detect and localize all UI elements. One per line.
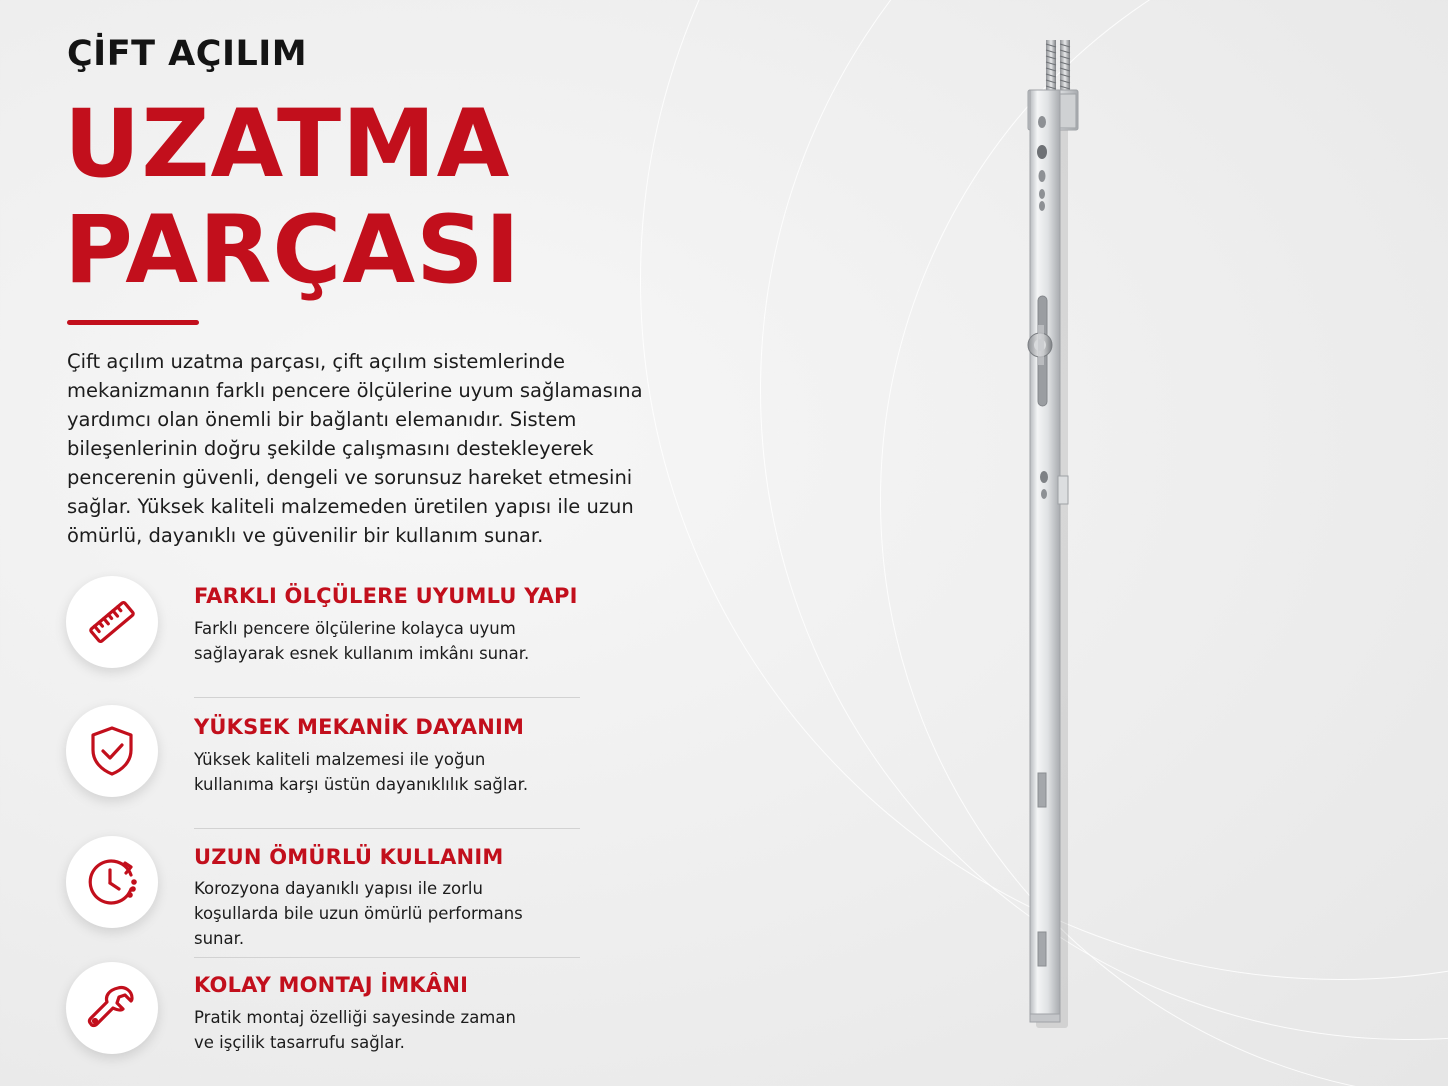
feature-title: KOLAY MONTAJ İMKÂNI [194,973,469,997]
feature-divider [194,828,580,829]
feature-divider [194,697,580,698]
feature-text: Korozyona dayanıklı yapısı ile zorlu koşullarda bile uzun ömürlü performans sunar. [194,879,523,948]
feature-divider [194,957,580,958]
ruler-icon [66,576,158,668]
clock-icon [66,836,158,928]
page-title [64,92,521,304]
extension-piece-image [1000,30,1120,1030]
feature-title: FARKLI ÖLÇÜLERE UYUMLU YAPI [194,584,578,608]
wrench-icon [66,962,158,1054]
title-underline [67,320,199,325]
feature-title: YÜKSEK MEKANİK DAYANIM [194,715,525,739]
feature-text: Pratik montaj özelliği sayesinde zaman ve işçilik tasarrufu sağlar. [194,1008,516,1052]
page-title-line-2: PARÇASI [64,196,521,305]
feature-text: Yüksek kaliteli malzemesi ile yoğun kullanıma karşı üstün dayanıklılık sağlar. [194,750,529,794]
background-arc [880,0,1448,1086]
page-subtitle: ÇİFT AÇILIM [67,34,308,74]
feature-text: Farklı pencere ölçülerine kolayca uyum sağlayarak esnek kullanım imkânı sunar. [194,619,530,663]
product-description: Çift açılım uzatma parçası, çift açılım sistemlerinde mekanizmanın farklı pencere ölçülerine uyum sağlamasına yardımcı olan önemli bir bağlantı elemanıdır. Sistem bileşenlerinin doğru şekilde çalışmasını destekleyerek pencerenin güvenli, dengeli ve sorunsuz hareket etmesini sağlar. Yüksek kaliteli malzemeden üretilen yapısı ile uzun ömürlü, dayanıklı ve güvenilir bir kullanım sunar. [67,350,643,547]
shield-check-icon [66,705,158,797]
feature-title: UZUN ÖMÜRLÜ KULLANIM [194,845,504,869]
page-title-line-1: UZATMA [64,90,511,199]
